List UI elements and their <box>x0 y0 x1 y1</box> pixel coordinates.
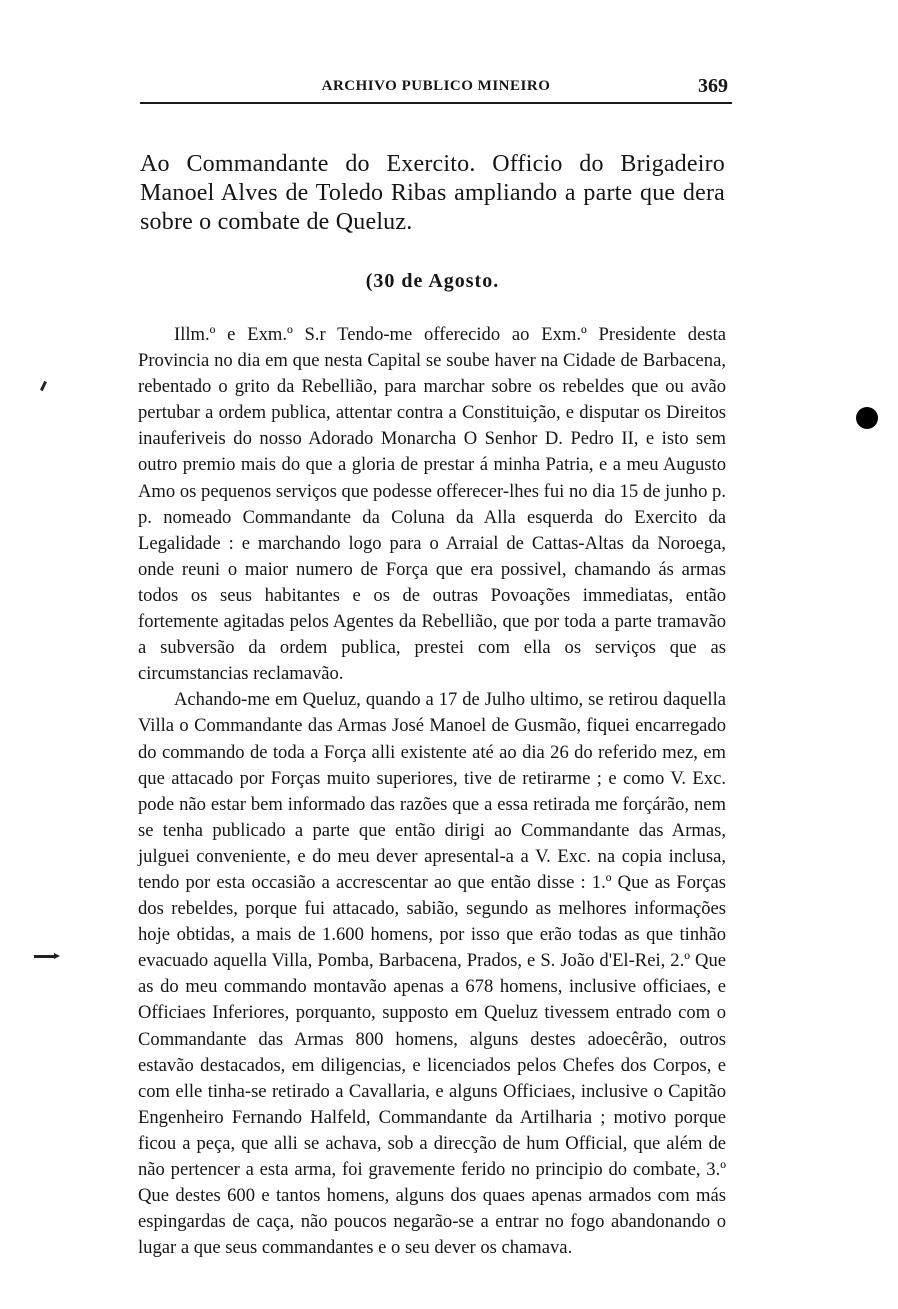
document-date: (30 de Agosto. <box>365 270 500 292</box>
margin-arrow-mark <box>34 955 56 958</box>
body-text <box>138 322 726 1261</box>
paragraph: Achando-me em Queluz, quando a 17 de Julho ultimo, se retirou daquella Villa o Commandante das Armas José Manoel de Gusmão, fiquei encarregado do commando de toda a Força alli existente até ao dia 26 do referido mez, em que attacado por Forças muito superiores, tive de retirarme ; e como V. Exc. pode não estar bem informado das razões que a essa retirada me forçárão, nem se tenha publicado a parte que então dirigi ao Commandante das Armas, julguei conveniente, e do meu dever apresental-a a V. Exc. na copia inclusa, tendo por esta occasião a accrescentar ao que então disse : 1.º Que as Forças dos rebeldes, porque fui attacado, sabião, segundo as melhores informações hoje obtidas, a mais de 1.600 homens, por isso que erão todas as que tinhão evacuado aquella Villa, Pomba, Barbacena, Prados, e S. João d'El-Rei, 2.º Que as do meu commando montavão apenas a 678 homens, inclusive officiaes, e Officiaes Inferiores, porquanto, supposto em Queluz tivessem entrado com o Commandante das Armas 800 homens, alguns destes adoecêrão, outros estavão destacados, em diligencias, e licenciados pelos Chefes dos Corpos, e com elle tinha-se retirado a Cavallaria, e alguns Officiaes, inclusive o Capitão Engenheiro Fernando Halfeld, Commandante da Artilharia ; motivo porque ficou a peça, que alli se achava, sob a direcção de hum Official, que além de não pertencer a esta arma, foi gravemente ferido no principio do combate, 3.º Que destes 600 e tantos homens, alguns dos quaes apenas armados com más espingardas de caça, não poucos negarão-se a entrar no fogo abandonando o lugar a que seus commandantes e o seu dever os chamava. <box>138 689 726 1259</box>
paragraph: Illm.º e Exm.º S.r Tendo-me offerecido ao Exm.º Presidente desta Provincia no dia em que nesta Capital se soube haver na Cidade de Barbacena, rebentado o grito da Rebellião, para marchar sobre os rebeldes que ou avão pertubar a ordem publica, attentar contra a Constituição, e disputar os Direitos inauferiveis do nosso Adorado Monarcha O Senhor D. Pedro II, e isto sem outro premio mais do que a gloria de prestar á minha Patria, e a meu Augusto Amo os pequenos serviços que podesse offerecer-lhes fui no dia 15 de junho p. p. nomeado Commandante da Coluna da Alla esquerda do Exercito da Legalidade : e marchando logo para o Arraial de Cattas-Altas da Noroega, onde reuni o maior numero de Força que era possivel, chamando ás armas todos os seus habitantes e os de outras Povoações immediatas, então fortemente agitadas pelos Agentes da Rebellião, que por toda a parte tramavão a subversão da ordem publica, prestei com ella os serviços que as circumstancias reclamavão. <box>138 324 726 685</box>
margin-tick-mark <box>40 381 47 391</box>
ink-blot-mark <box>856 407 878 429</box>
page-number: 369 <box>698 75 728 97</box>
running-title: ARCHIVO PUBLICO MINEIRO <box>321 78 551 94</box>
document-heading: Ao Commandante do Exercito. Officio do Brigadeiro Manoel Alves de Toledo Ribas ampliando a parte que dera sobre o combate de Queluz. <box>140 151 725 235</box>
running-head <box>140 75 732 104</box>
